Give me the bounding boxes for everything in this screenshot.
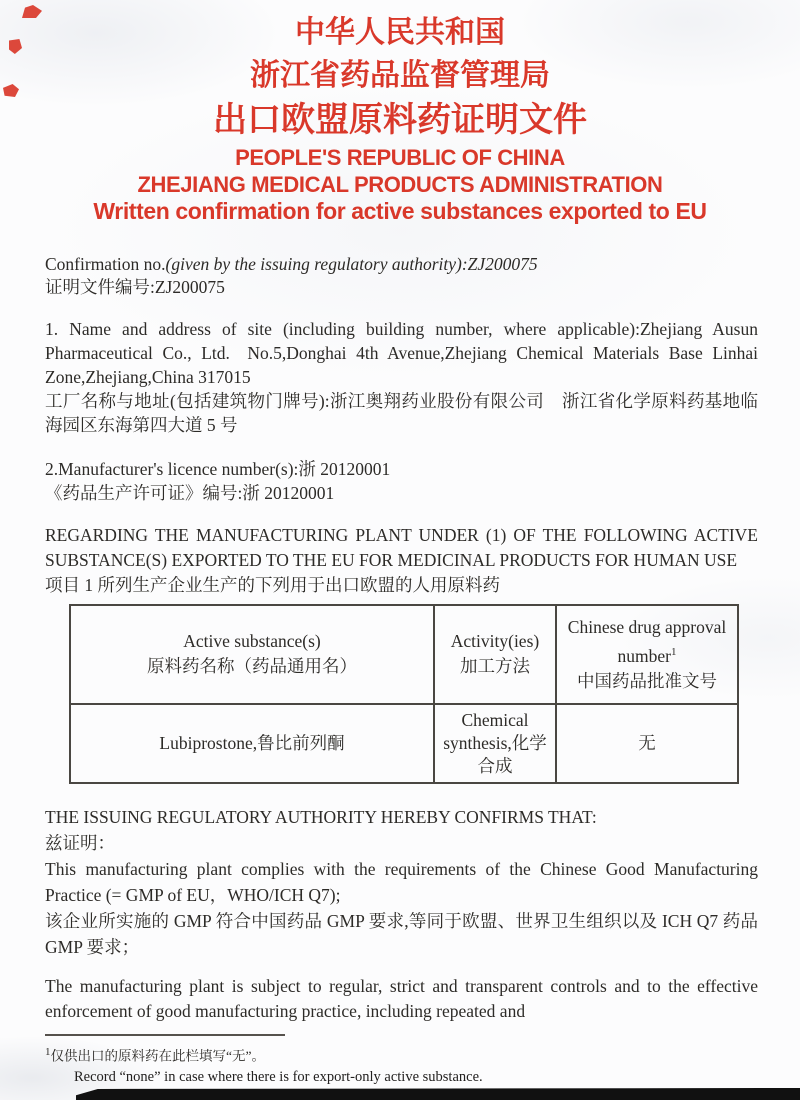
confirms-heading-cn: 兹证明：	[45, 832, 115, 853]
confirmation-issuer-note: (given by the issuing regulatory authority)	[165, 254, 462, 274]
document-body	[45, 253, 758, 1024]
cell-activity: Chemical synthesis,化学合成	[434, 704, 556, 783]
footnote-reference-mark: 1	[670, 646, 677, 658]
col-header-active-substance-en: Active substance(s)	[183, 631, 321, 652]
regarding-statement-cn: 项目 1 所列生产企业生产的下列用于出口欧盟的人用原料药	[45, 575, 500, 595]
licence-number-cn: 《药品生产许可证》编号:浙 20120001	[45, 483, 335, 503]
confirmation-number-line-cn: 证明文件编号:ZJ200075	[45, 277, 225, 297]
title-authority-cn: 浙江省药品监督管理局	[250, 59, 550, 92]
regarding-statement-section	[45, 523, 758, 598]
confirmation-number-section	[45, 253, 758, 299]
col-header-active-substance-cn: 原料药名称（药品通用名）	[147, 656, 357, 677]
site-address-en: 1. Name and address of site (including building number, where applicable):Zhejiang Ausun Pharmaceutical Co., Ltd. No.5,Donghai 4th Avenue,Zhejiang Chemical Materials Base Linhai Zone,Zhejiang,China 317015	[45, 319, 758, 387]
confirms-heading-en: THE ISSUING REGULATORY AUTHORITY HEREBY CONFIRMS THAT:	[45, 806, 597, 827]
col-header-activity	[434, 605, 556, 704]
site-name-address-section	[45, 317, 758, 437]
table-row	[70, 704, 738, 783]
footnote-text-cn: 仅供出口的原料药在此栏填写“无”。	[50, 1048, 265, 1064]
confirmation-label: Confirmation no.	[45, 254, 166, 274]
confirmation-number-value: :ZJ200075	[461, 254, 538, 274]
title-country-cn: 中华人民共和国	[295, 16, 505, 49]
footnote-line-en: Record “none” in case where there is for export-only active substance.	[74, 1069, 483, 1086]
controls-statement-section	[45, 974, 758, 1024]
scan-artifact-bottom-bar	[76, 1088, 800, 1100]
title-document-en: Written confirmation for active substances exported to EU	[93, 198, 707, 224]
licence-number-en: 2.Manufacturer's licence number(s):浙 20120001	[45, 459, 391, 479]
cell-substance: Lubiprostone,鲁比前列酮	[70, 704, 434, 783]
col-header-activity-cn: 加工方法	[460, 656, 530, 677]
footnote	[0, 1034, 800, 1087]
substances-table	[69, 604, 739, 784]
col-header-approval-number-cn: 中国药品批准文号	[577, 670, 717, 691]
title-country-en: PEOPLE'S REPUBLIC OF CHINA	[235, 145, 565, 170]
footnote-line-cn	[45, 1043, 800, 1066]
col-header-activity-en: Activity(ies)	[450, 631, 540, 652]
document-header	[0, 0, 800, 225]
confirmation-number-line-en	[45, 253, 758, 276]
footnote-marker: 1	[45, 1045, 51, 1058]
footnote-divider	[45, 1034, 285, 1036]
gmp-compliance-cn: 该企业所实施的 GMP 符合中国药品 GMP 要求,等同于欧盟、世界卫生组织以及 ICH Q7 药品 GMP 要求；	[45, 910, 758, 957]
gmp-compliance-en: This manufacturing plant complies with the requirements of the Chinese Good Manufacturing Practice (= GMP of EU，WHO/ICH Q7);	[45, 858, 758, 905]
col-header-approval-number-en	[563, 615, 731, 669]
approval-number-label: Chinese drug approval number	[567, 617, 727, 666]
manufacturer-licence-section	[45, 457, 758, 505]
site-address-cn: 工厂名称与地址(包括建筑物门牌号):浙江奥翔药业股份有限公司 浙江省化学原料药基地临海园区东海第四大道 5 号	[45, 391, 758, 435]
col-header-active-substance	[70, 605, 434, 704]
title-document-cn: 出口欧盟原料药证明文件	[213, 102, 587, 139]
controls-statement-en: The manufacturing plant is subject to regular, strict and transparent controls and to the effective enforcement of good manufacturing practice, including repeated and	[45, 975, 758, 1021]
title-authority-en: ZHEJIANG MEDICAL PRODUCTS ADMINISTRATION	[137, 172, 663, 197]
regarding-statement-en: REGARDING THE MANUFACTURING PLANT UNDER (1) OF THE FOLLOWING ACTIVE SUBSTANCE(S) EXPORTED TO THE EU FOR MEDICINAL PRODUCTS FOR HUMAN USE	[45, 525, 758, 570]
table-header-row	[70, 605, 738, 704]
cell-approval-number: 无	[556, 704, 738, 783]
authority-confirmation-section	[45, 804, 758, 960]
col-header-approval-number	[556, 605, 738, 704]
